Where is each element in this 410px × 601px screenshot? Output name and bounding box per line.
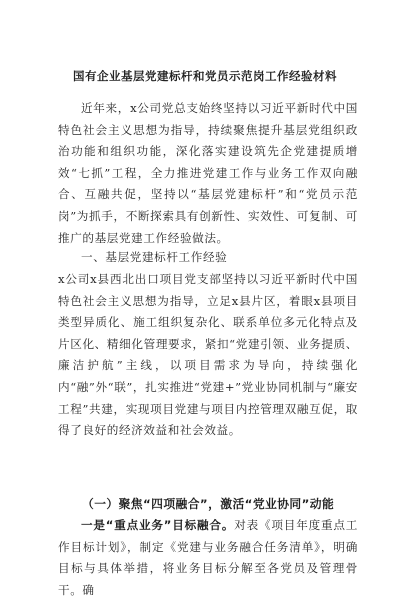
- section-paragraph: x公司x县西北出口项目党支部坚持以习近平新时代中国特色社会主义思想为指导，立足x县片区，着眼x县项目类型异质化、施工组织复杂化、联系单位多元化特点及片区化、精细化管理要求，紧扣“党建引领、业务提质、廉洁护航”主线，以项目需求为导向，持续强化内“融”外“联”，扎实推进“党建+”党业协同机制与“廉安工程”共建，实现项目党建与项目内控管理双融互促，取得了良好的经济效益和社会效益。: [58, 272, 358, 438]
- point-paragraph: [58, 515, 358, 601]
- point-body: 对表《项目年度重点工作目标计划》，制定《党建与业务融合任务清单》，明确目标与具体举措，将业务目标分解至各党员及管理骨干。确: [58, 518, 358, 597]
- subsection-heading: （一）聚焦“四项融合”，激活“党业协同”动能: [82, 497, 335, 511]
- document-title: 国有企业基层党建标杆和党员示范岗工作经验材料: [73, 69, 337, 83]
- section-heading: 一、基层党建标杆工作经验: [81, 250, 228, 264]
- intro-paragraph: 近年来，x公司党总支始终坚持以习近平新时代中国特色社会主义思想为指导，持续聚焦提升基层党组织政治功能和组织功能，深化落实建设筑先企党建提质增效“七抓”工程，全力推进党建工作与业务工作双向融合、互融共促，坚持以“基层党建标杆”和“党员示范岗”为抓手，不断探索具有创新性、实效性、可复制、可推广的基层党建工作经验做法。: [58, 101, 358, 245]
- point-lead: 一是“重点业务”目标融合。: [81, 518, 235, 532]
